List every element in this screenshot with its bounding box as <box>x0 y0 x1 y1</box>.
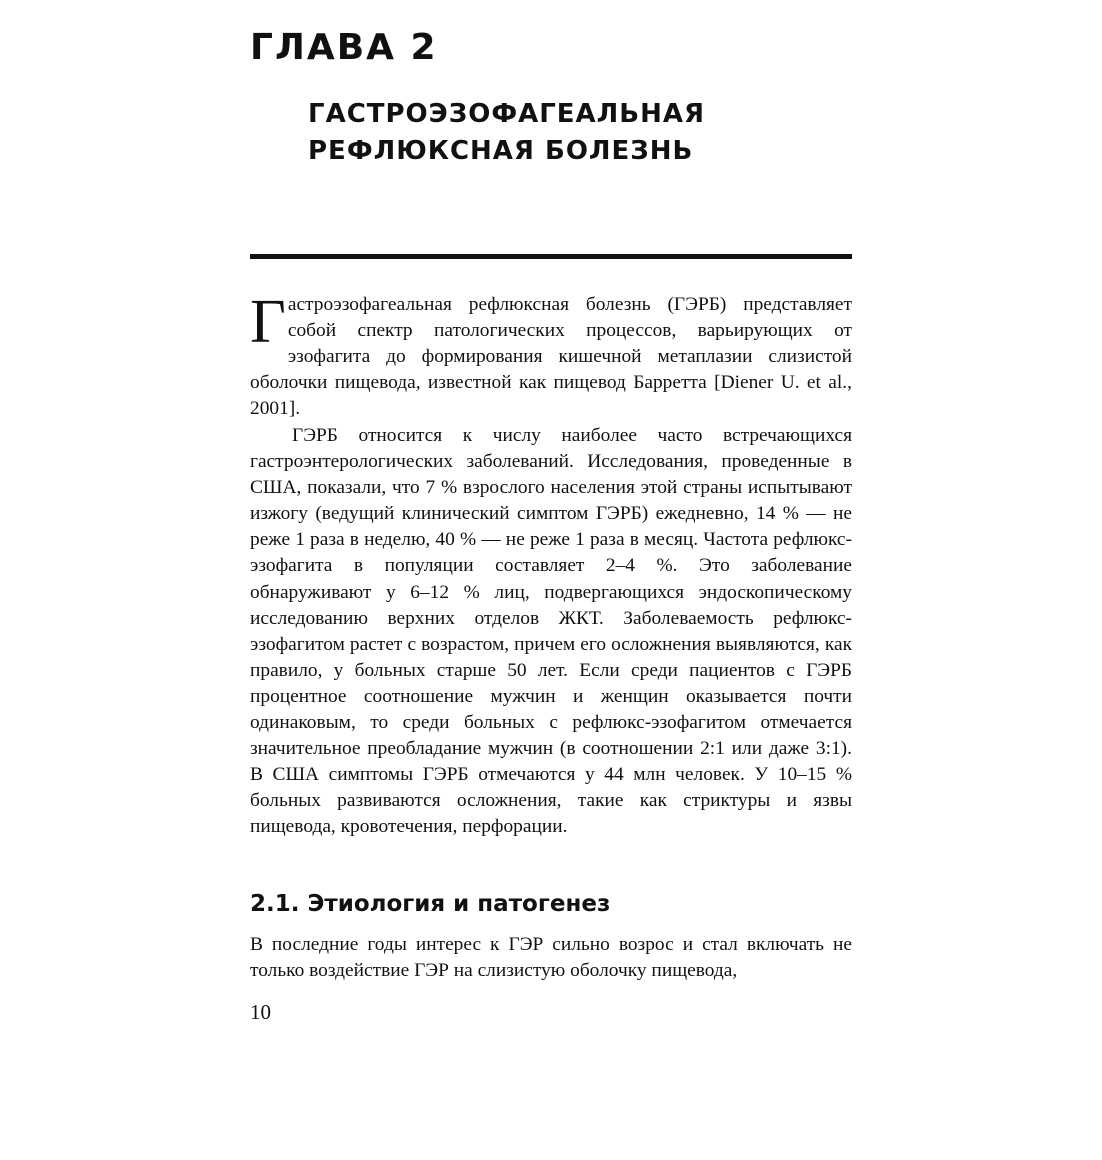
section-heading: 2.1. Этиология и патогенез <box>250 891 611 917</box>
intro-paragraph <box>250 288 852 422</box>
chapter-title <box>308 96 705 170</box>
section-paragraph: В последние годы интерес к ГЭР сильно возрос и стал включать не только воздействие ГЭР на слизистую оболочку пищевода, <box>250 934 852 982</box>
page-number: 10 <box>250 1000 271 1024</box>
chapter-divider-rule <box>250 254 852 259</box>
chapter-title-line-2: РЕФЛЮКСНАЯ БОЛЕЗНЬ <box>308 136 694 166</box>
chapter-label: ГЛАВА 2 <box>250 27 438 68</box>
intro-paragraph-text: астроэзофагеальная рефлюксная болезнь (ГЭРБ) представляет собой спектр патологических процессов, варьирующих от эзофагита до формирования кишечной метаплазии слизистой оболочки пищевода, известной как пищевод Барретта [Diener U. et al., 2001]. <box>250 294 852 420</box>
drop-cap: Г <box>250 288 286 356</box>
chapter-title-line-1: ГАСТРОЭЗОФАГЕАЛЬНАЯ <box>308 99 705 129</box>
epidemiology-paragraph: ГЭРБ относится к числу наиболее часто встречающихся гастроэнтерологических заболеваний. Исследования, проведенные в США, показали, что 7 % взрослого населения этой страны испытывают изжогу (ведущий клинический симптом ГЭРБ) ежедневно, 14 % — не реже 1 раза в неделю, 40 % — не реже 1 раза в месяц. Частота рефлюкс-эзофагита в популяции составляет 2–4 %. Это заболевание обнаруживают у 6–12 % лиц, подвергающихся эндоскопическому исследованию верхних отделов ЖКТ. Заболеваемость рефлюкс-эзофагитом растет с возрастом, причем его осложнения выявляются, как правило, у больных старше 50 лет. Если среди пациентов с ГЭРБ процентное соотношение мужчин и женщин оказывается почти одинаковым, то среди больных с рефлюкс-эзофагитом отмечается значительное преобладание мужчин (в соотношении 2:1 или даже 3:1). В США симптомы ГЭРБ отмечаются у 44 млн человек. У 10–15 % больных развиваются осложнения, такие как стриктуры и язвы пищевода, кровотечения, перфорации. <box>250 425 852 838</box>
